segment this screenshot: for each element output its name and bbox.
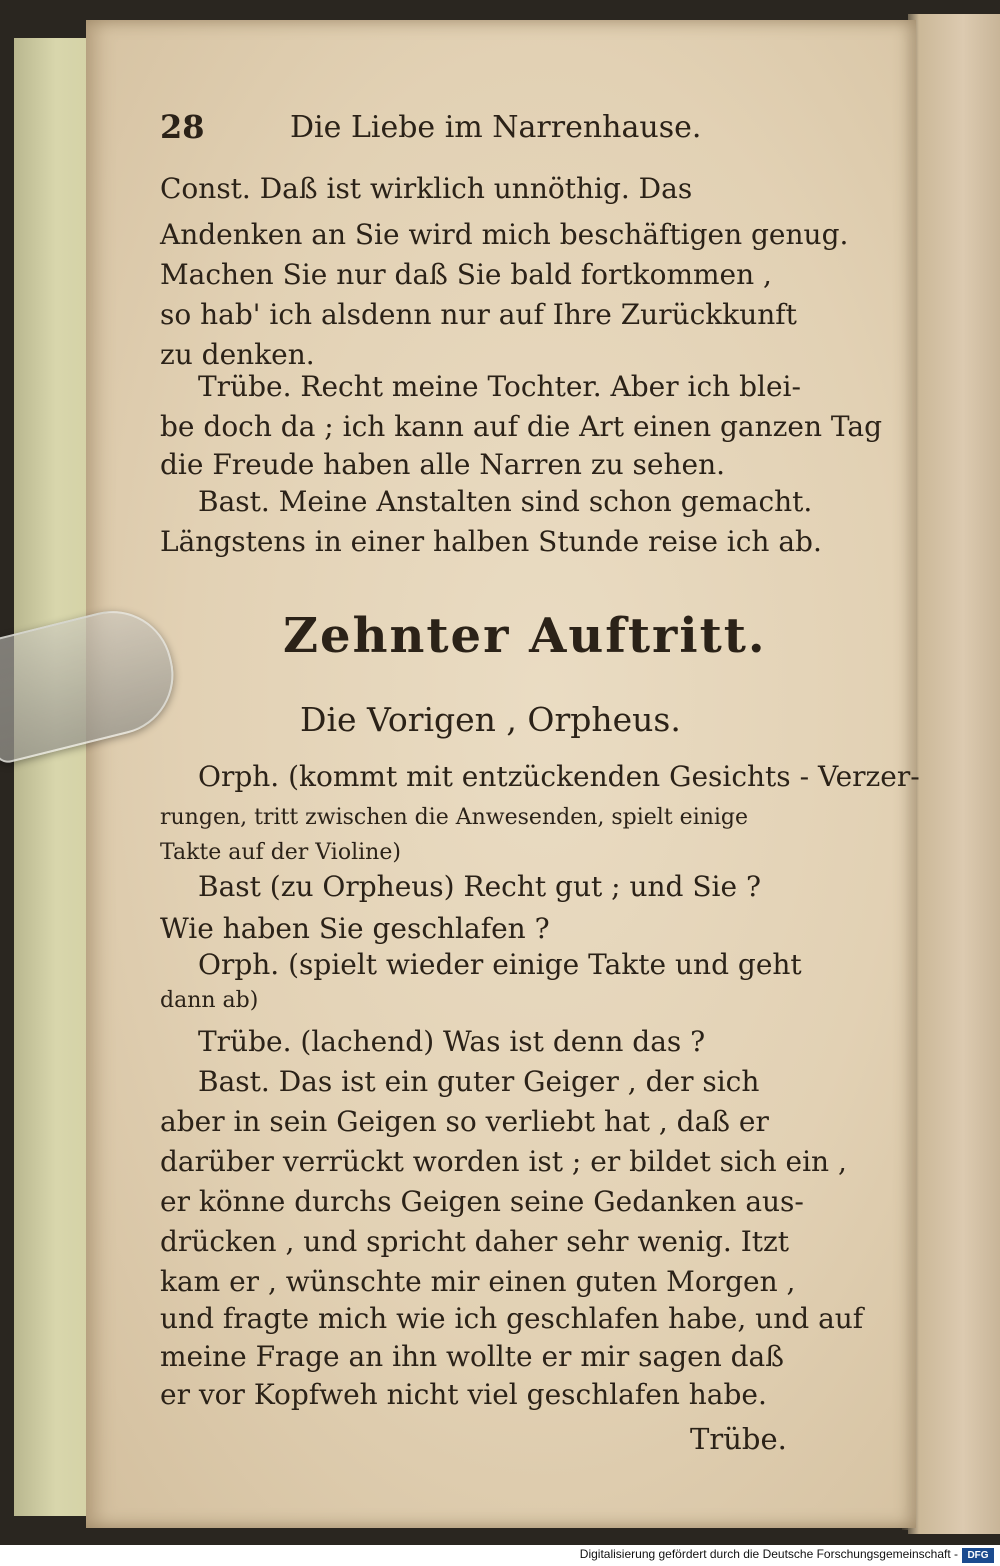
- text-line: meine Frage an ihn wollte er mir sagen daß: [160, 1340, 784, 1373]
- digitization-footer: [0, 1545, 1000, 1566]
- scene-heading: Zehnter Auftritt.: [283, 608, 767, 664]
- text-line: drücken , und spricht daher sehr wenig. Itzt: [160, 1225, 790, 1258]
- text-line: Wie haben Sie geschlafen ?: [160, 912, 550, 945]
- page-number: 28: [160, 108, 205, 146]
- running-title: Die Liebe im Narrenhause.: [290, 110, 702, 145]
- text-line: er könne durchs Geigen seine Gedanken aus-: [160, 1185, 804, 1218]
- text-line: so hab' ich alsdenn nur auf Ihre Zurückkunft: [160, 298, 797, 331]
- text-line: dann ab): [160, 988, 259, 1013]
- text-line: Bast. Das ist ein guter Geiger , der sich: [198, 1065, 760, 1098]
- catchword: Trübe.: [690, 1422, 787, 1456]
- text-line: darüber verrückt worden ist ; er bildet sich ein ,: [160, 1145, 847, 1178]
- dfg-logo: DFG: [962, 1548, 994, 1563]
- facing-page-edge: [908, 14, 1000, 1534]
- text-line: Trübe. Recht meine Tochter. Aber ich blei-: [198, 370, 801, 403]
- text-line: er vor Kopfweh nicht viel geschlafen habe.: [160, 1378, 767, 1411]
- text-line: zu denken.: [160, 338, 315, 371]
- text-line: die Freude haben alle Narren zu sehen.: [160, 448, 726, 481]
- text-line: rungen, tritt zwischen die Anwesenden, spielt einige: [160, 805, 749, 830]
- text-line: Trübe. (lachend) Was ist denn das ?: [198, 1025, 706, 1058]
- text-line: Const. Daß ist wirklich unnöthig. Das: [160, 172, 693, 205]
- text-line: Längstens in einer halben Stunde reise ich ab.: [160, 525, 822, 558]
- text-line: Orph. (kommt mit entzückenden Gesichts - Verzer-: [198, 760, 920, 793]
- funding-notice: Digitalisierung gefördert durch die Deutsche Forschungsgemeinschaft -: [579, 1547, 958, 1561]
- text-line: und fragte mich wie ich geschlafen habe, und auf: [160, 1302, 864, 1335]
- text-line: Bast. Meine Anstalten sind schon gemacht.: [198, 485, 813, 518]
- text-line: Andenken an Sie wird mich beschäftigen genug.: [160, 218, 849, 251]
- text-line: Machen Sie nur daß Sie bald fortkommen ,: [160, 258, 772, 291]
- scene-cast-list: Die Vorigen , Orpheus.: [300, 700, 681, 739]
- text-line: Orph. (spielt wieder einige Takte und geht: [198, 948, 802, 981]
- text-line: aber in sein Geigen so verliebt hat , daß er: [160, 1105, 769, 1138]
- text-line: Bast (zu Orpheus) Recht gut ; und Sie ?: [198, 870, 761, 903]
- text-line: kam er , wünschte mir einen guten Morgen ,: [160, 1265, 796, 1298]
- text-line: be doch da ; ich kann auf die Art einen ganzen Tag: [160, 410, 883, 443]
- text-line: Takte auf der Violine): [160, 840, 401, 865]
